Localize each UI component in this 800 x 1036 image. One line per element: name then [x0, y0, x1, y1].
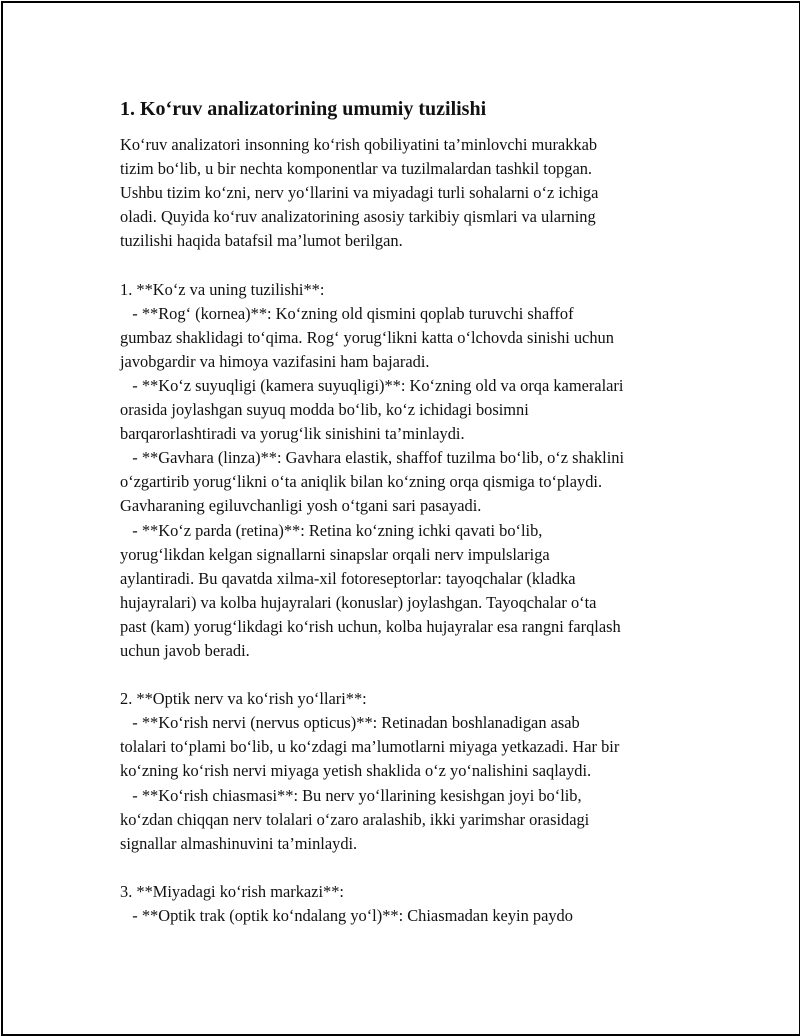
body-line: - **Ko‘rish chiasmasi**: Bu nerv yo‘llarining kesishgan joyi bo‘lib, [120, 785, 582, 805]
body-line: yorug‘likdan kelgan signallarni sinapslar orqali nerv impulslariga [120, 544, 550, 564]
body-line: - **Rog‘ (kornea)**: Ko‘zning old qismini qoplab turuvchi shaffof [120, 303, 574, 323]
body-line: o‘zgartirib yorug‘likni o‘ta aniqlik bilan ko‘zning orqa qismiga to‘playdi. [120, 472, 603, 492]
body-line: - **Gavhara (linza)**: Gavhara elastik, shaffof tuzilma bo‘lib, o‘z shaklini [120, 448, 624, 468]
body-line: Ushbu tizim ko‘zni, nerv yo‘llarini va miyadagi turli sohalarni o‘z ichiga [120, 183, 599, 203]
body-line: Gavharaning egiluvchanligi yosh o‘tgani sari pasayadi. [120, 496, 482, 516]
body-line: - **Ko‘z parda (retina)**: Retina ko‘zning ichki qavati bo‘lib, [120, 520, 543, 540]
body-line: - **Ko‘rish nervi (nervus opticus)**: Retinadan boshlanadigan asab [120, 713, 580, 733]
body-line: tuzilishi haqida batafsil ma’lumot berilgan. [120, 231, 403, 251]
body-line: signallar almashinuvini ta’minlaydi. [120, 833, 358, 853]
body-line: Ko‘ruv analizatori insonning ko‘rish qobiliyatini ta’minlovchi murakkab [120, 135, 598, 154]
body-line: uchun javob beradi. [120, 640, 250, 660]
body-line: past (kam) yorug‘likdagi ko‘rish uchun, kolba hujayralar esa rangni farqlash [120, 616, 621, 636]
body-line: aylantiradi. Bu qavatda xilma-xil fotoreseptorlar: tayoqchalar (kladka [120, 568, 576, 588]
body-line: hujayralari) va kolba hujayralari (konuslar) joylashgan. Tayoqchalar o‘ta [120, 592, 597, 612]
blank-line [120, 663, 700, 687]
blank-line [120, 856, 700, 880]
body-line: ko‘zdan chiqqan nerv tolalari o‘zaro aralashib, ikki yarimshar orasidagi [120, 809, 590, 829]
body-line: javobgardir va himoya vazifasini ham bajaradi. [120, 351, 430, 371]
document-title: 1. Ko‘ruv analizatorining umumiy tuzilishi [120, 98, 487, 120]
blank-line [120, 253, 700, 277]
body-line: orasida joylashgan suyuq modda bo‘lib, ko‘z ichidagi bosimni [120, 400, 529, 420]
body-line: 3. **Miyadagi ko‘rish markazi**: [120, 881, 344, 901]
body-line: barqarorlashtiradi va yorug‘lik sinishini ta’minlaydi. [120, 424, 465, 444]
body-line: 2. **Optik nerv va ko‘rish yo‘llari**: [120, 689, 367, 709]
document-page [1, 1, 800, 1036]
body-line: 1. **Ko‘z va uning tuzilishi**: [120, 279, 325, 299]
body-line: - **Optik trak (optik ko‘ndalang yo‘l)**: Chiasmadan keyin paydo [120, 906, 573, 925]
body-line: - **Ko‘z suyuqligi (kamera suyuqligi)**: Ko‘zning old va orqa kameralari [120, 375, 624, 395]
body-line: tolalari to‘plami bo‘lib, u ko‘zdagi ma’lumotlarni miyaga yetkazadi. Har bir [120, 737, 620, 757]
body-line: tizim bo‘lib, u bir nechta komponentlar va tuzilmalardan tashkil topgan. [120, 159, 593, 179]
body-line: gumbaz shaklidagi to‘qima. Rog‘ yorug‘likni katta o‘lchovda sinishi uchun [120, 327, 614, 347]
document-body [120, 133, 700, 928]
body-line: ko‘zning ko‘rish nervi miyaga yetish shaklida o‘z yo‘nalishini saqlaydi. [120, 761, 592, 781]
body-line: oladi. Quyida ko‘ruv analizatorining asosiy tarkibiy qismlari va ularning [120, 207, 596, 227]
document-content [120, 96, 700, 928]
